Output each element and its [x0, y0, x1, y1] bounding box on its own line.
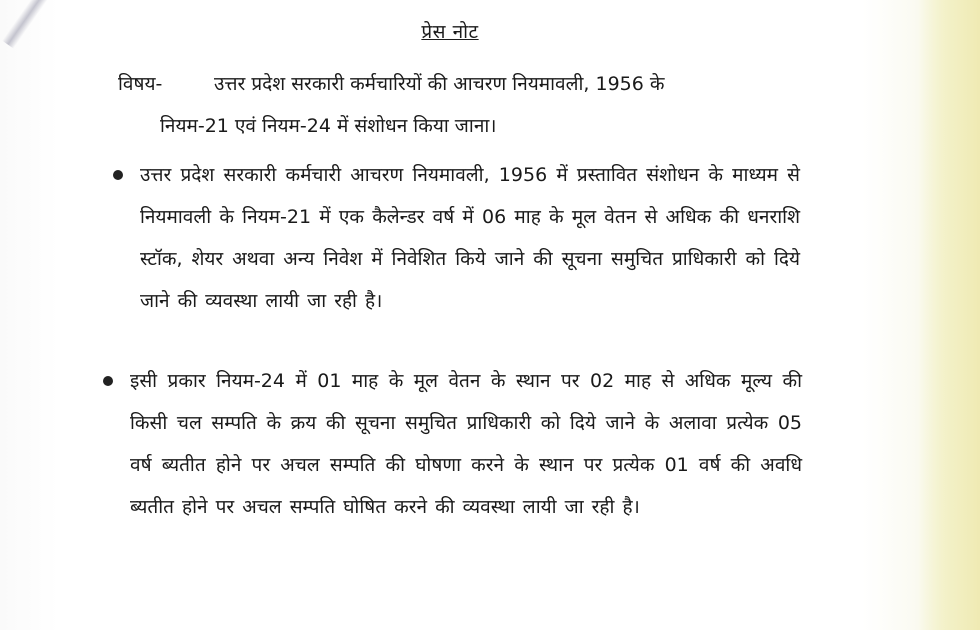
bullet-paragraph-1: उत्तर प्रदेश सरकारी कर्मचारी आचरण नियमावली, 1956 में प्रस्तावित संशोधन के माध्यम से नियमावली के नियम-21 में एक कैलेन्डर वर्ष में 06 माह के मूल वेतन से अधिक की धनराशि स्टॉक, शेयर अथवा अन्य निवेश में निवेशित किये जाने की सूचना समुचित प्राधिकारी को दिये जाने की व्यवस्था लायी जा रही है। [140, 164, 800, 312]
bullet-paragraph-2: इसी प्रकार नियम-24 में 01 माह के मूल वेतन के स्थान पर 02 माह से अधिक मूल्य की किसी चल सम्पति के क्रय की सूचना समुचित प्राधिकारी को दिये जाने के अलावा प्रत्येक 05 वर्ष ब्यतीत होने पर अचल सम्पति की घोषणा करने के स्थान पर प्रत्येक 01 वर्ष की अवधि ब्यतीत होने पर अचल सम्पति घोषित करने की व्यवस्था लायी जा रही है। [130, 370, 802, 518]
subject-label: विषय- [118, 73, 163, 95]
bullet-icon [103, 376, 113, 386]
bullet-icon [113, 170, 123, 180]
document-title: प्रेस नोट [421, 21, 479, 43]
page-edge-shadow [918, 0, 980, 630]
subject-text-line-2: नियम-21 एवं नियम-24 में संशोधन किया जाना। [160, 115, 497, 137]
subject-text-line-1: उत्तर प्रदेश सरकारी कर्मचारियों की आचरण नियमावली, 1956 के [214, 73, 665, 95]
